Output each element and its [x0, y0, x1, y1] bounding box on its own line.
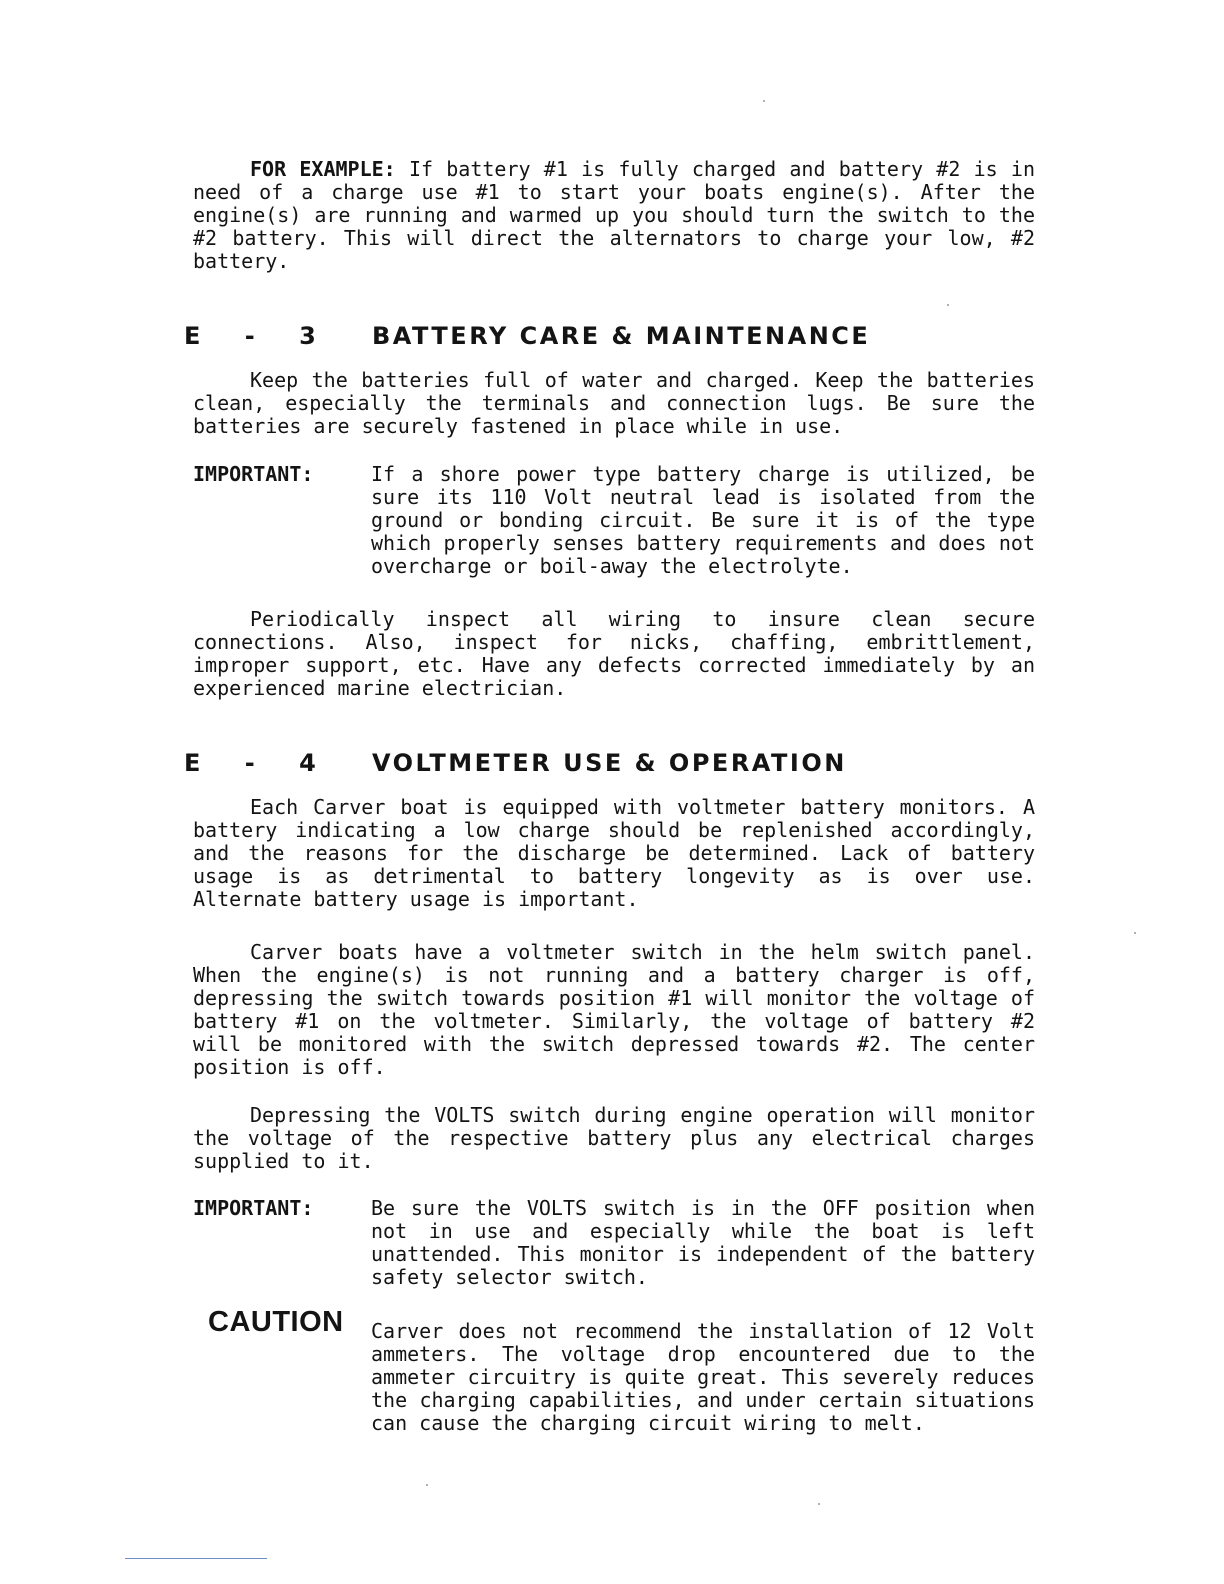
e3-important-label: IMPORTANT: — [193, 462, 314, 486]
e3-paragraph-1-text: Keep the batteries full of water and charged. Keep the batteries clean, especially the terminals and connection lugs. Be sure the batteries are securely fastened in place while in use. — [193, 368, 1035, 438]
e4-paragraph-2-text: Carver boats have a voltmeter switch in the helm switch panel. When the engine(s) is not running and a battery charger is off, depressing the switch towards position #1 will monitor the voltage of battery #1 on the voltmeter. Similarly, the voltage of battery #2 will be monitored with the switch depressed towards #2. The center position is off. — [193, 940, 1035, 1079]
e4-paragraph-1 — [193, 796, 1035, 911]
section-e3-number: E - 3 — [184, 322, 334, 350]
example-text: If battery #1 is fully charged and battery #2 is in need of a charge use #1 to start your boats engine(s). After the engine(s) are running and warmed up you should turn the switch to the #2 battery. This will direct the alternators to charge your low, #2 battery. — [193, 157, 1035, 273]
footer-rule — [125, 1558, 267, 1559]
e4-paragraph-3-text: Depressing the VOLTS switch during engine operation will monitor the voltage of the respective battery plus any electrical charges supplied to it. — [193, 1103, 1035, 1173]
caution-text: Carver does not recommend the installation of 12 Volt ammeters. The voltage drop encountered due to the ammeter circuitry is quite great. This severely reduces the charging capabilities, and under certain situations can cause the charging circuit wiring to melt. — [371, 1319, 1035, 1435]
section-e4-title: VOLTMETER USE & OPERATION — [372, 749, 847, 777]
e3-paragraph-1 — [193, 369, 1035, 438]
e3-paragraph-2-text: Periodically inspect all wiring to insure clean secure connections. Also, inspect for nicks, chaffing, embrittlement, improper support, etc. Have any defects corrected immediately by an experienced marine electrician. — [193, 607, 1035, 700]
e4-important-note — [193, 1197, 1043, 1297]
section-e4-number: E - 4 — [184, 749, 334, 777]
section-e3-title: BATTERY CARE & MAINTENANCE — [372, 322, 871, 350]
section-e4-heading — [184, 749, 1044, 783]
e3-important-note — [193, 463, 1043, 583]
e4-paragraph-2 — [193, 941, 1035, 1079]
caution-note — [193, 1320, 1043, 1440]
e3-important-text: If a shore power type battery charge is utilized, be sure its 110 Volt neutral lead is isolated from the ground or bonding circuit. Be sure it is of the type which properly senses battery requirements and does not overcharge or boil-away the electrolyte. — [371, 462, 1035, 578]
scan-speck — [426, 1484, 428, 1486]
scan-speck — [763, 100, 765, 102]
example-label: FOR EXAMPLE: — [250, 157, 396, 181]
e4-paragraph-3 — [193, 1104, 1035, 1173]
scan-speck — [947, 304, 949, 306]
e4-important-label: IMPORTANT: — [193, 1196, 314, 1220]
e4-paragraph-1-text: Each Carver boat is equipped with voltmeter battery monitors. A battery indicating a low charge should be replenished accordingly, and the reasons for the discharge be determined. Lack of battery usage is as detrimental to battery longevity as is over use. Alternate battery usage is important. — [193, 795, 1035, 911]
scan-speck — [1134, 932, 1136, 934]
scan-speck — [818, 1503, 820, 1505]
e3-paragraph-2 — [193, 608, 1035, 700]
e4-important-text: Be sure the VOLTS switch is in the OFF position when not in use and especially while the boat is left unattended. This monitor is independent of the battery safety selector switch. — [371, 1196, 1035, 1289]
caution-label: CAUTION — [208, 1306, 344, 1338]
section-e3-heading — [184, 322, 1044, 356]
example-paragraph — [193, 158, 1035, 273]
